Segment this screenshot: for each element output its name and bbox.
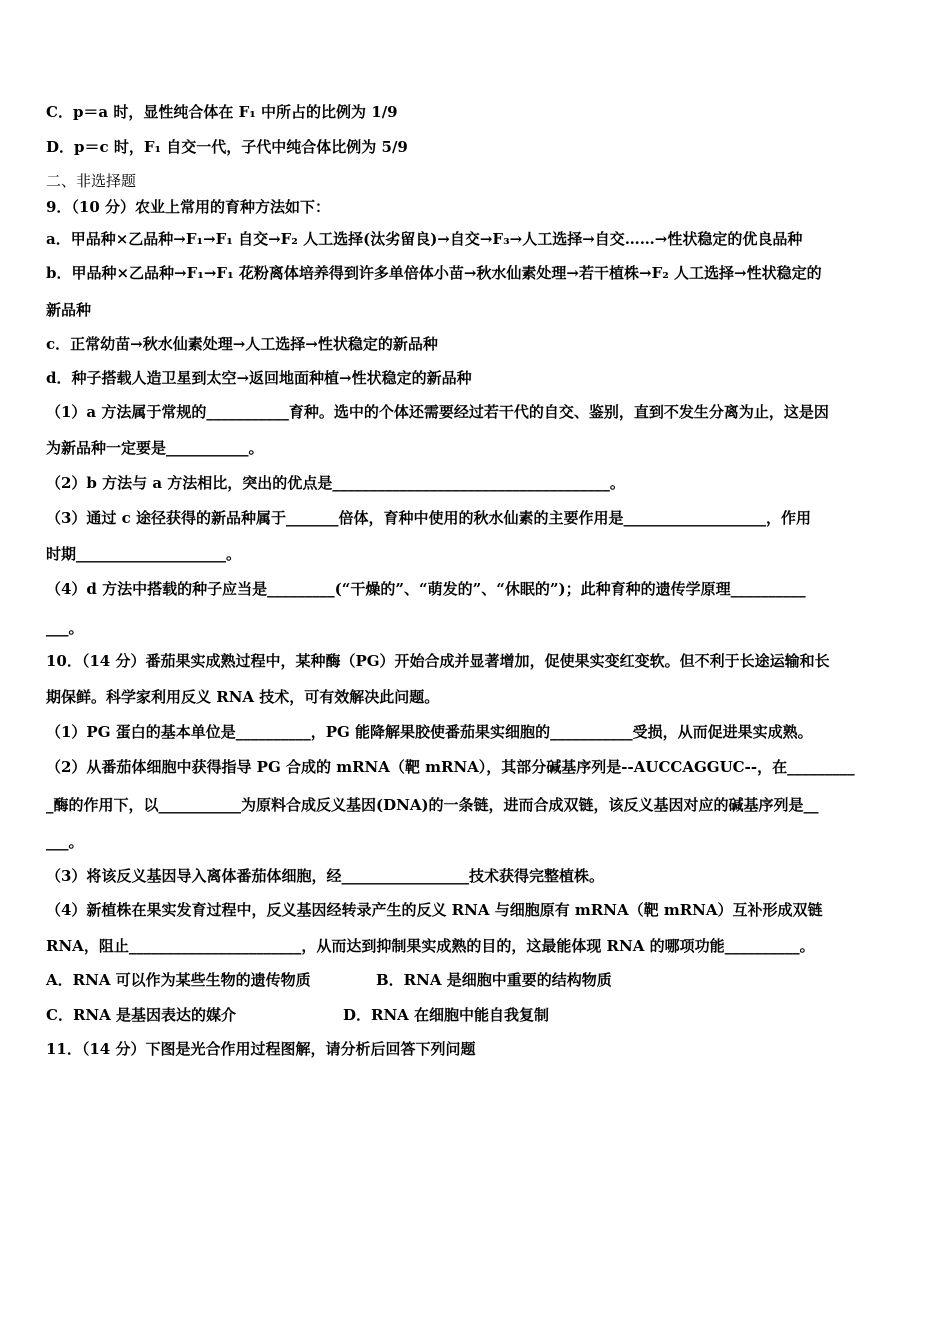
option-d-line: D．p＝c 时，F₁ 自交一代，子代中纯合体比例为 5/9: [46, 138, 408, 156]
q9-part-4-cont: ___。: [46, 619, 84, 637]
question-9-stem: 9．（10 分）农业上常用的育种方法如下：: [46, 198, 331, 216]
q9-method-c: c．正常幼苗→秋水仙素处理→人工选择→性状稳定的新品种: [46, 335, 438, 353]
q10-options-row-2: [46, 1005, 908, 1025]
q9-method-b: b．甲品种×乙品种→F₁→F₁ 花粉离体培养得到许多单倍体小苗→秋水仙素处理→若干植株→F₂ 人工选择→性状稳定的: [46, 264, 822, 282]
option-c-line: C．p＝a 时，显性纯合体在 F₁ 中所占的比例为 1/9: [46, 103, 398, 121]
q10-option-a: A．RNA 可以作为某些生物的遗传物质: [46, 971, 311, 989]
section-heading: 二、非选择题: [46, 172, 137, 190]
q10-part-3: （3）将该反义基因导入离体番茄体细胞，经_________________技术获得完整植株。: [46, 867, 604, 885]
q9-part-1: （1）a 方法属于常规的___________育种。选中的个体还需要经过若干代的自交、鉴别，直到不发生分离为止，这是因: [46, 403, 829, 421]
q9-method-b-cont: 新品种: [46, 301, 92, 319]
q10-option-b: B．RNA 是细胞中重要的结构物质: [376, 971, 612, 989]
q10-part-2: （2）从番茄体细胞中获得指导 PG 合成的 mRNA（靶 mRNA），其部分碱基序列是--AUCCAGGUC--，在_________: [46, 758, 855, 776]
q10-option-d: D．RNA 在细胞中能自我复制: [343, 1006, 550, 1024]
q10-part-1: （1）PG 蛋白的基本单位是__________，PG 能降解果胶使番茄果实细胞的___________受损，从而促进果实成熟。: [46, 723, 813, 741]
q10-part-2-cont2: ___。: [46, 833, 84, 851]
q10-part-4: （4）新植株在果实发育过程中，反义基因经转录产生的反义 RNA 与细胞原有 mRNA（靶 mRNA）互补形成双链: [46, 901, 823, 919]
question-10-stem: 10．（14 分）番茄果实成熟过程中，某种酶（PG）开始合成并显著增加，促使果实变红变软。但不利于长途运输和长: [46, 652, 830, 670]
question-10-stem-cont: 期保鲜。科学家利用反义 RNA 技术，可有效解决此问题。: [46, 688, 440, 706]
q10-options-row-1: [46, 970, 908, 990]
q9-method-a: a．甲品种×乙品种→F₁→F₁ 自交→F₂ 人工选择(汰劣留良)→自交→F₃→人工选择→自交……→性状稳定的优良品种: [46, 230, 803, 248]
q9-part-4: （4）d 方法中搭载的种子应当是_________(“干燥的”、“萌发的”、“休眠的”)；此种育种的遗传学原理__________: [46, 580, 806, 598]
q9-part-1-cont: 为新品种一定要是___________。: [46, 439, 264, 457]
question-11-stem: 11．（14 分）下图是光合作用过程图解，请分析后回答下列问题: [46, 1040, 476, 1058]
q9-part-3: （3）通过 c 途径获得的新品种属于_______倍体，育种中使用的秋水仙素的主要作用是___________________，作用: [46, 509, 812, 527]
q10-part-4-cont: RNA，阻止_______________________，从而达到抑制果实成熟的目的，这最能体现 RNA 的哪项功能__________。: [46, 937, 815, 955]
q10-part-2-cont: _酶的作用下，以___________为原料合成反义基因(DNA)的一条链，进而合成双链，该反义基因对应的碱基序列是__: [46, 796, 819, 814]
q9-part-2: （2）b 方法与 a 方法相比，突出的优点是_____________________________________。: [46, 474, 625, 492]
q9-method-d: d．种子搭载人造卫星到太空→返回地面种植→性状稳定的新品种: [46, 369, 472, 387]
q10-option-c: C．RNA 是基因表达的媒介: [46, 1006, 236, 1024]
q9-part-3-cont: 时期____________________。: [46, 545, 242, 563]
